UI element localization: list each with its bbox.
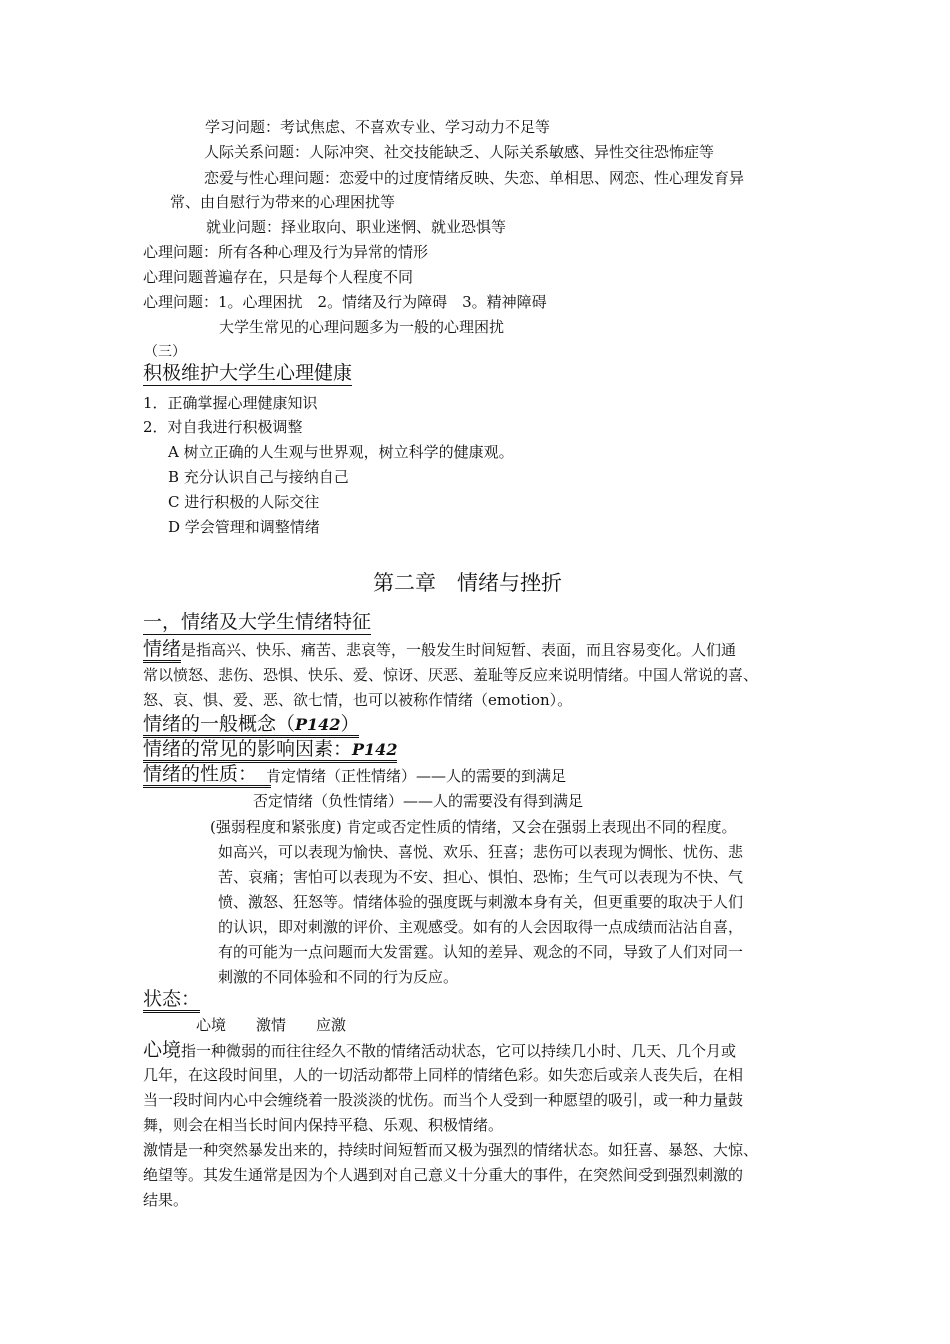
intensity-line-7: 刺激的不同体验和不同的行为反应。: [218, 968, 459, 986]
positive-emotion-line: 肯定情绪（正性情绪）——人的需要的到满足: [266, 767, 567, 785]
section-number: （三）: [144, 344, 186, 360]
intensity-line-3: 苦、哀痛；害怕可以表现为不安、担心、惧怕、恐怖；生气可以表现为不快、气: [218, 868, 744, 886]
section-title-mental-health: 积极维护大学生心理健康: [143, 362, 353, 384]
sub-item-b: B 充分认识自己与接纳自己: [168, 468, 349, 486]
intensity-line-5: 的认识，即对刺激的评价、主观感受。如有的人会因取得一点成绩而沾沾自喜，: [218, 918, 744, 936]
passion-line-2: 绝望等。其发生通常是因为个人遇到对自己意义十分重大的事件，在突然间受到强烈刺激的: [143, 1166, 744, 1184]
emotion-term: 情绪: [143, 638, 181, 663]
love-problems-line-1: 恋爱与性心理问题：恋爱中的过度情绪反映、失恋、单相思、网恋、性心理发育异: [204, 169, 745, 187]
list-item-1: 1．正确掌握心理健康知识: [143, 394, 318, 412]
state-line: [143, 987, 200, 1011]
concept-page-ref: P142: [295, 715, 341, 734]
intensity-line-4: 愤、激怒、狂怒等。情绪体验的强度既与刺激本身有关，但更重要的取决于人们: [218, 893, 744, 911]
sub-item-c: C 进行积极的人际交往: [168, 493, 320, 511]
mood-line-4: 舞，则会在相当长时间内保持平稳、乐观、积极情绪。: [143, 1116, 504, 1134]
relationship-problems-line: 人际关系问题：人际冲突、社交技能缺乏、人际关系敏感、异性交往恐怖症等: [204, 143, 715, 161]
passion-line-1: 激情是一种突然暴发出来的，持续时间短暂而又极为强烈的情绪状态。如狂喜、暴怒、大惊、: [143, 1141, 759, 1159]
love-problems-line-2: 常、由自慰行为带来的心理困扰等: [170, 193, 396, 211]
nature-line: [143, 762, 271, 786]
factors-page-ref: P142: [352, 740, 398, 759]
state-types-line: 心境 激情 应激: [196, 1016, 347, 1034]
mood-line-3: 当一段时间内心中会缠绕着一股淡淡的忧伤。而当个人受到一种愿望的吸引，或一种力量鼓: [143, 1091, 744, 1109]
concept-label: 情绪的一般概念（P142）: [143, 713, 359, 738]
definition-line-3: 心理问题：1。心理困扰 2。情绪及行为障碍 3。精神障碍: [143, 293, 547, 311]
factors-line: [143, 737, 397, 762]
intensity-line-6: 有的可能为一点问题而大发雷霆。认知的差异、观念的不同，导致了人们对同一: [218, 943, 744, 961]
study-problems-line: 学习问题：考试焦虑、不喜欢专业、学习动力不足等: [205, 118, 551, 136]
concept-line: [143, 712, 359, 737]
emotion-definition-line-1: [143, 637, 736, 661]
list-item-2: 2．对自我进行积极调整: [143, 418, 303, 436]
definition-line-2: 心理问题普遍存在，只是每个人程度不同: [143, 268, 414, 286]
sub-item-d: D 学会管理和调整情绪: [168, 518, 320, 536]
emotion-definition-line-3: 怒、哀、惧、爱、恶、欲七情，也可以被称作情绪（emotion）。: [143, 691, 573, 709]
definition-line-4: 大学生常见的心理问题多为一般的心理困扰: [219, 318, 505, 336]
intensity-line-2: 如高兴，可以表现为愉快、喜悦、欢乐、狂喜；悲伤可以表现为惆怅、忧伤、悲: [218, 843, 744, 861]
employment-problems-line: 就业问题：择业取向、职业迷惘、就业恐惧等: [206, 218, 507, 236]
nature-label: 情绪的性质：: [143, 763, 271, 788]
passion-line-3: 结果。: [143, 1191, 189, 1209]
chapter-title: 第二章 情绪与挫折: [373, 571, 562, 595]
definition-line-1: 心理问题：所有各种心理及行为异常的情形: [143, 243, 429, 261]
mood-line-1: [143, 1038, 736, 1062]
section-heading-emotion: 一，情绪及大学生情绪特征: [143, 611, 372, 633]
emotion-definition-text: 是指高兴、快乐、痛苦、悲哀等，一般发生时间短暂、表面，而且容易变化。人们通: [181, 641, 737, 659]
negative-emotion-line: 否定情绪（负性情绪）——人的需要没有得到满足: [253, 792, 584, 810]
state-label: 状态：: [143, 988, 200, 1013]
factors-label: 情绪的常见的影响因素：P142: [143, 738, 397, 763]
sub-item-a: A 树立正确的人生观与世界观，树立科学的健康观。: [168, 443, 514, 461]
mood-definition-text: 指一种微弱的而往往经久不散的情绪活动状态，它可以持续几小时、几天、几个月或: [181, 1042, 737, 1060]
mood-line-2: 几年，在这段时间里，人的一切活动都带上同样的情绪色彩。如失恋后或亲人丧失后，在相: [143, 1066, 744, 1084]
emotion-definition-line-2: 常以愤怒、悲伤、恐惧、快乐、爱、惊讶、厌恶、羞耻等反应来说明情绪。中国人常说的喜、: [143, 666, 759, 684]
intensity-line-1: (强弱程度和紧张度) 肯定或否定性质的情绪，又会在强弱上表现出不同的程度。: [210, 818, 737, 836]
mood-term: 心境: [143, 1039, 182, 1061]
